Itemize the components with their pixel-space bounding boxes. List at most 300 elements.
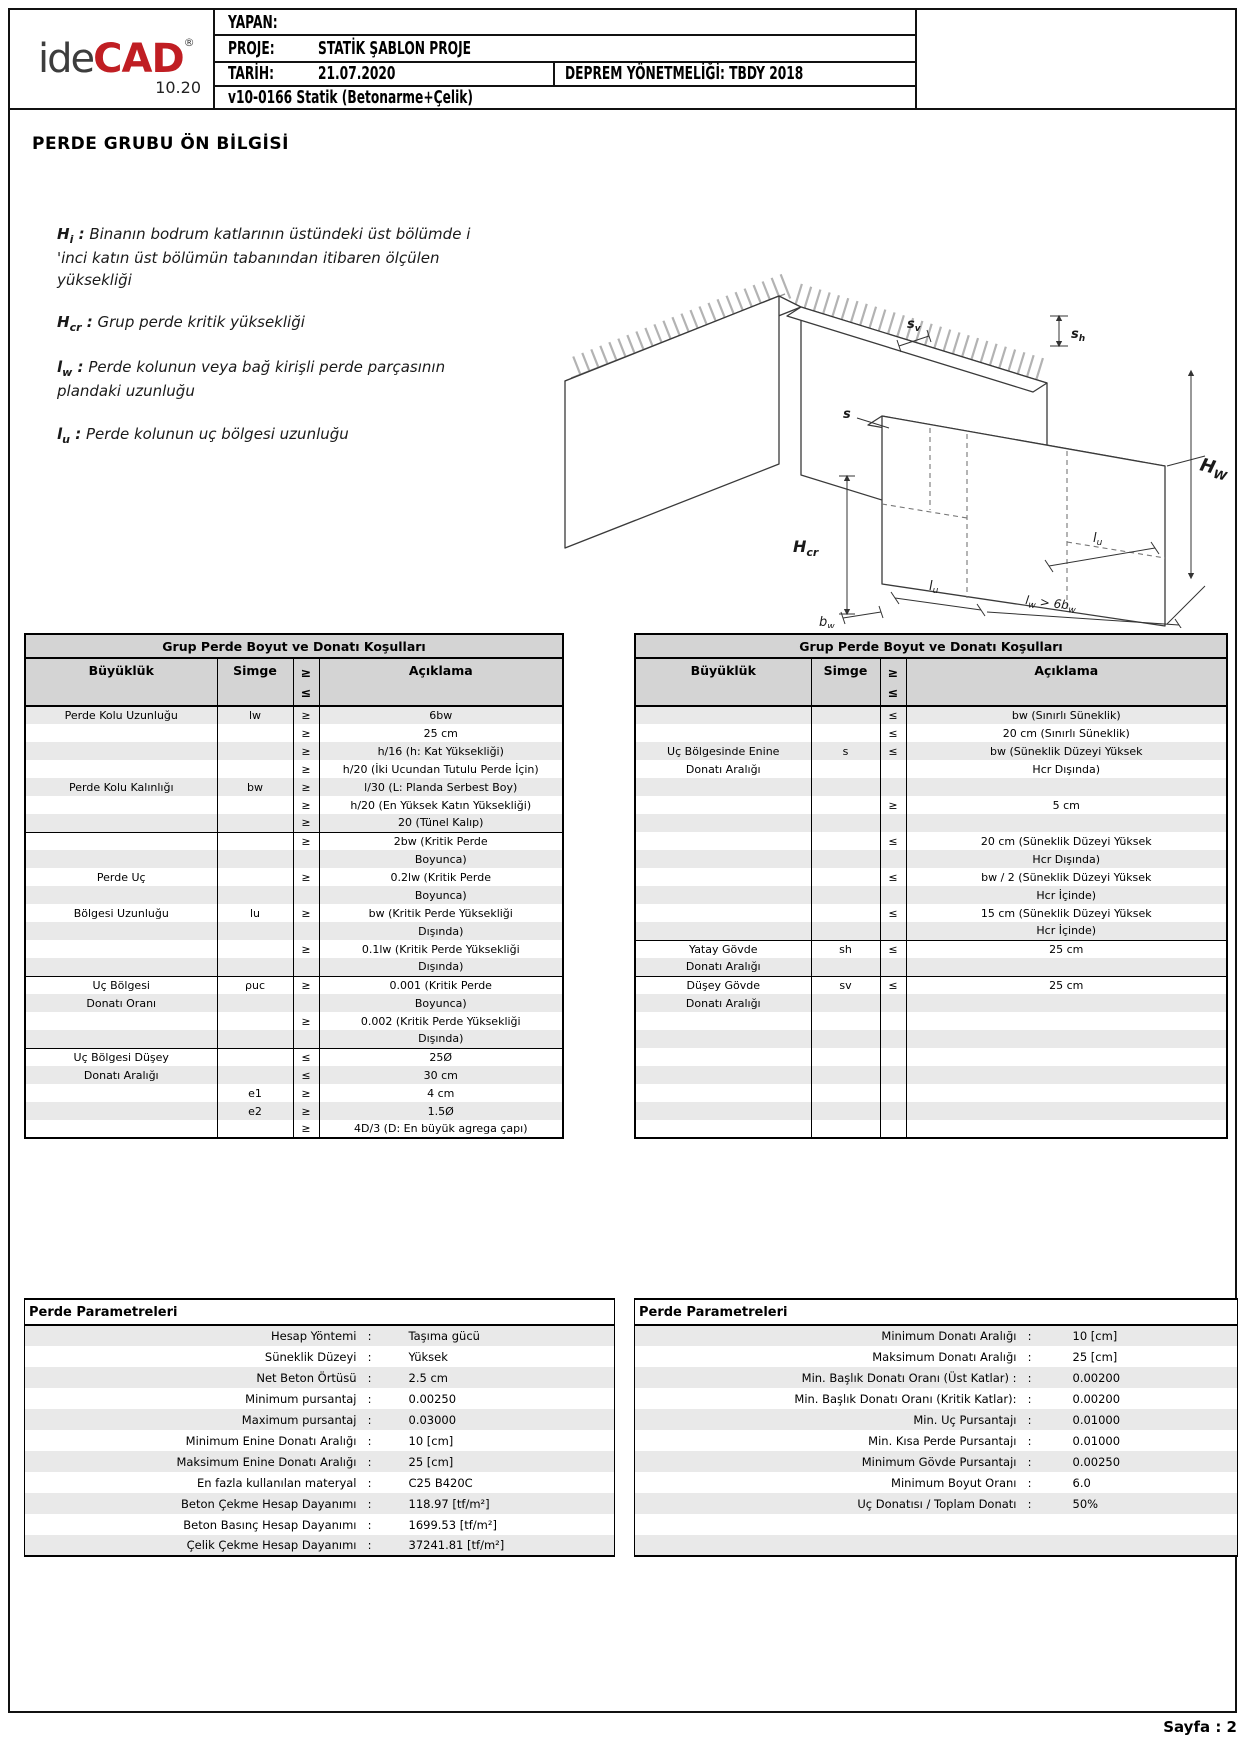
col-simge: Simge: [811, 658, 880, 706]
buyukluk-cell: [25, 742, 217, 760]
table-row: [25, 940, 563, 958]
parameter-colon: :: [367, 1517, 372, 1532]
aciklama-cell: 20 cm (Sınırlı Süneklik): [1002, 726, 1130, 740]
tarih-label: TARİH:: [228, 63, 274, 85]
parameter-colon: :: [1027, 1433, 1032, 1448]
table-row: [25, 1120, 563, 1138]
aciklama-cell: [906, 778, 1227, 796]
buyukluk-cell: Donatı Aralığı: [635, 958, 811, 976]
buyukluk-cell: [635, 922, 811, 940]
col-simge: Simge: [217, 658, 293, 706]
buyukluk-cell: Uç Bölgesi: [25, 976, 217, 994]
sv-label: $s_v$: [907, 317, 921, 334]
simge-cell: [811, 868, 880, 886]
simge-cell: [811, 850, 880, 868]
perde-parametreleri-table-right: [634, 1298, 1238, 1557]
hcr-label: $H_{cr}$: [793, 537, 819, 559]
definition-text: Perde kolunun uç bölgesi uzunluğu: [81, 425, 349, 444]
operator-cell: ≥: [293, 1102, 319, 1120]
buyukluk-cell: [25, 1012, 217, 1030]
parameter-row: [25, 1451, 615, 1472]
wall-solids: [565, 296, 1165, 626]
table-row: [635, 832, 1227, 850]
operator-cell: [880, 886, 906, 904]
aciklama-cell: 2bw (Kritik Perde: [319, 832, 563, 850]
aciklama-cell: 25 cm: [423, 726, 458, 740]
registered-mark-icon: ®: [183, 36, 195, 49]
simge-cell: lu: [217, 904, 293, 922]
simge-cell: sv: [811, 976, 880, 994]
table-row: [25, 1030, 563, 1048]
operator-cell: ≤: [880, 868, 906, 886]
aciklama-cell: [906, 1120, 1227, 1138]
buyukluk-cell: [25, 1030, 217, 1048]
header-row-version: [215, 87, 915, 108]
parameter-row: [635, 1472, 1238, 1493]
table-row: [25, 796, 563, 814]
table-row: [25, 1102, 563, 1120]
logo-cell: [10, 10, 215, 108]
aciklama-cell: 6bw: [429, 709, 453, 722]
buyukluk-cell: [25, 886, 217, 904]
parameter-value: 0.01000: [1072, 1412, 1121, 1427]
parameter-value: Taşıma gücü: [408, 1329, 480, 1343]
aciklama-cell: Dışında): [418, 960, 464, 974]
aciklama-cell: l/30 (L: Planda Serbest Boy): [364, 780, 518, 794]
buyukluk-cell: [25, 832, 217, 850]
aciklama-cell: 15 cm (Süneklik Düzeyi Yüksek: [980, 906, 1152, 920]
parameter-value: Yüksek: [408, 1349, 448, 1364]
parameter-colon: :: [1027, 1475, 1032, 1490]
aciklama-cell: [906, 958, 1227, 976]
buyukluk-cell: Uç Bölgesinde Enine: [635, 742, 811, 760]
aciklama-cell: Hcr Dışında): [1032, 852, 1101, 866]
simge-cell: [217, 1048, 293, 1066]
parameter-label: Minimum Donatı Aralığı: [881, 1329, 1017, 1343]
parameter-colon: :: [367, 1370, 372, 1385]
simge-cell: [217, 1030, 293, 1048]
parameter-label: Beton Çekme Hesap Dayanımı: [180, 1496, 357, 1511]
col-operator: ≥ ≤: [880, 658, 906, 706]
buyukluk-cell: [635, 1030, 811, 1048]
parameter-label: Min. Başlık Donatı Oranı (Üst Katlar) :: [801, 1370, 1017, 1385]
aciklama-cell: 0.1lw (Kritik Perde Yüksekliği: [361, 942, 520, 956]
aciklama-cell: 5 cm: [1052, 798, 1080, 812]
table-row: [635, 994, 1227, 1012]
buyukluk-cell: [25, 814, 217, 832]
parameter-colon: :: [367, 1454, 372, 1469]
col-buyukluk: Büyüklük: [635, 658, 811, 706]
table-row: [635, 886, 1227, 904]
operator-cell: ≥: [293, 940, 319, 958]
buyukluk-cell: Perde Kolu Kalınlığı: [25, 778, 217, 796]
operator-cell: [880, 1066, 906, 1084]
buyukluk-cell: [635, 778, 811, 796]
buyukluk-cell: Perde Kolu Uzunluğu: [25, 706, 217, 724]
logo-cad-text: CAD: [93, 36, 184, 82]
simge-cell: sh: [811, 940, 880, 958]
aciklama-cell: 25Ø: [319, 1048, 563, 1066]
table-row: [635, 1084, 1227, 1102]
aciklama-cell: h/20 (En Yüksek Katın Yüksekliği): [350, 798, 532, 812]
simge-cell: [811, 1012, 880, 1030]
tarih-cell: [215, 63, 553, 85]
table-row: [635, 868, 1227, 886]
operator-cell: ≥: [880, 796, 906, 814]
operator-cell: ≥: [293, 832, 319, 850]
parameter-row: [635, 1430, 1238, 1451]
condition-table-title: Grup Perde Boyut ve Donatı Koşulları: [25, 634, 563, 658]
table-row: [635, 958, 1227, 976]
parameter-colon: :: [367, 1329, 372, 1343]
table-row: [25, 976, 563, 994]
parameter-label: Uç Donatısı / Toplam Donatı: [857, 1496, 1017, 1511]
parameter-label: Minimum Gövde Pursantajı: [861, 1454, 1017, 1469]
buyukluk-cell: [635, 904, 811, 922]
s-label: s: [843, 407, 851, 422]
parameter-label: Min. Başlık Donatı Oranı (Kritik Katlar):: [794, 1391, 1017, 1406]
header-row-tarih: [215, 63, 915, 87]
table-row: [635, 922, 1227, 940]
simge-cell: [217, 940, 293, 958]
operator-cell: [880, 1030, 906, 1048]
simge-cell: [811, 1120, 880, 1138]
parameter-value: 0.00200: [1072, 1391, 1121, 1406]
parameter-label: Hesap Yöntemi: [270, 1329, 357, 1343]
table-row: [635, 706, 1227, 724]
parameter-value: 25 [cm]: [408, 1454, 454, 1469]
parameter-colon: :: [1027, 1370, 1032, 1385]
parameter-colon: :: [367, 1496, 372, 1511]
operator-cell: [880, 778, 906, 796]
simge-cell: [811, 886, 880, 904]
definition-item: [57, 424, 497, 448]
aciklama-cell: Hcr İçinde): [1036, 924, 1097, 938]
parameter-row: [635, 1346, 1238, 1367]
buyukluk-cell: [635, 868, 811, 886]
parameter-row: [25, 1388, 615, 1409]
buyukluk-cell: [25, 1102, 217, 1120]
parameter-value: 10 [cm]: [1072, 1329, 1118, 1343]
simge-cell: [811, 922, 880, 940]
buyukluk-cell: [25, 796, 217, 814]
report-header: [8, 8, 1237, 110]
simge-cell: [217, 814, 293, 832]
parameter-value: 10 [cm]: [408, 1433, 454, 1448]
simge-cell: [217, 1066, 293, 1084]
operator-cell: [880, 1120, 906, 1138]
parameter-value: 118.97 [tf/m²]: [408, 1496, 490, 1511]
simge-cell: [811, 1084, 880, 1102]
simge-cell: e1: [217, 1084, 293, 1102]
aciklama-cell: bw (Süneklik Düzeyi Yüksek: [989, 744, 1143, 758]
aciklama-cell: h/20 (İki Ucundan Tutulu Perde İçin): [342, 762, 539, 776]
deprem-yonetmeligi: DEPREM YÖNETMELİĞİ: TBDY 2018: [564, 63, 803, 85]
simge-cell: [811, 1102, 880, 1120]
definition-item: [57, 224, 497, 291]
table-row: [25, 1012, 563, 1030]
table-row: [635, 1012, 1227, 1030]
sh-label: $s_h$: [1071, 327, 1086, 344]
table-row: [25, 958, 563, 976]
parameter-value: 2.5 cm: [408, 1370, 448, 1385]
table-row: [25, 760, 563, 778]
parameter-row: [25, 1493, 615, 1514]
parameter-label: Maximum pursantaj: [241, 1412, 357, 1427]
buyukluk-cell: Donatı Aralığı: [635, 994, 811, 1012]
parameter-colon: :: [367, 1349, 372, 1364]
col-aciklama: Açıklama: [906, 658, 1227, 706]
parameter-colon: :: [367, 1391, 372, 1406]
simge-cell: [217, 796, 293, 814]
parameter-row: [25, 1409, 615, 1430]
buyukluk-cell: [25, 1120, 217, 1138]
aciklama-cell: 25 cm: [906, 976, 1227, 994]
parameter-row: [25, 1325, 615, 1346]
bw-label: $b_w$: [819, 615, 835, 628]
shear-wall-isometric-figure: [547, 166, 1247, 628]
buyukluk-cell: [25, 724, 217, 742]
simge-cell: [217, 958, 293, 976]
lu-right-label: $l_u$: [1093, 531, 1103, 548]
col-aciklama: Açıklama: [319, 658, 563, 706]
simge-cell: bw: [217, 778, 293, 796]
aciklama-cell: Boyunca): [414, 888, 467, 902]
definition-text: Grup perde kritik yüksekliği: [92, 313, 305, 332]
simge-cell: [811, 1048, 880, 1066]
buyukluk-cell: [635, 850, 811, 868]
operator-cell: ≥: [293, 778, 319, 796]
header-row-yapan: [215, 10, 915, 36]
aciklama-cell: 30 cm: [423, 1068, 458, 1082]
table-row: [635, 904, 1227, 922]
table-row: [635, 1048, 1227, 1066]
table-row: [25, 922, 563, 940]
operator-cell: ≥: [293, 742, 319, 760]
simge-cell: [811, 778, 880, 796]
parameter-colon: :: [1027, 1454, 1032, 1469]
parameter-value: 1699.53 [tf/m²]: [408, 1517, 497, 1532]
proje-label: PROJE:: [228, 37, 275, 59]
aciklama-cell: Hcr İçinde): [1036, 888, 1097, 902]
condition-table-title: Grup Perde Boyut ve Donatı Koşulları: [635, 634, 1227, 658]
buyukluk-cell: [25, 940, 217, 958]
simge-cell: [217, 886, 293, 904]
table-row: [25, 814, 563, 832]
definition-text: Binanın bodrum katlarının üstündeki üst bölümde i 'inci katın üst bölümün tabanından itibaren ölçülen yüksekliği: [57, 225, 471, 289]
table-row: [635, 940, 1227, 958]
buyukluk-cell: [25, 760, 217, 778]
operator-cell: ≤: [880, 976, 906, 994]
aciklama-cell: 25 cm: [906, 940, 1227, 958]
operator-cell: ≥: [293, 1120, 319, 1138]
parameter-row: [25, 1346, 615, 1367]
table-row: [635, 814, 1227, 832]
buyukluk-cell: [635, 1048, 811, 1066]
table-row: [25, 994, 563, 1012]
parameter-colon: :: [1027, 1329, 1032, 1343]
simge-cell: e2: [217, 1102, 293, 1120]
parameter-label: Minimum Boyut Oranı: [891, 1475, 1017, 1490]
aciklama-cell: 20 cm (Süneklik Düzeyi Yüksek: [980, 834, 1152, 848]
operator-cell: ≥: [293, 796, 319, 814]
aciklama-cell: 1.5Ø: [427, 1104, 454, 1118]
lu-left-label: $l_u$: [929, 579, 939, 596]
parameter-label: Beton Basınç Hesap Dayanımı: [183, 1517, 357, 1532]
simge-cell: [811, 904, 880, 922]
tarih-value: 21.07.2020: [318, 63, 396, 85]
parameter-colon: :: [1027, 1349, 1032, 1364]
operator-cell: ≤: [880, 706, 906, 724]
page-body: [8, 110, 1237, 1713]
parameter-row: [25, 1367, 615, 1388]
operator-cell: [880, 958, 906, 976]
buyukluk-cell: [635, 832, 811, 850]
aciklama-cell: [906, 1012, 1227, 1030]
parameter-colon: [1017, 1535, 1043, 1556]
operator-cell: ≥: [293, 976, 319, 994]
page-title: PERDE GRUBU ÖN BİLGİSİ: [32, 134, 289, 154]
simge-cell: [811, 958, 880, 976]
table-row: [635, 742, 1227, 760]
parameter-row: [635, 1493, 1238, 1514]
operator-cell: ≤: [880, 832, 906, 850]
parameter-label: Maksimum Enine Donatı Aralığı: [176, 1454, 357, 1469]
parameter-row: [635, 1514, 1238, 1535]
operator-cell: ≤: [880, 904, 906, 922]
aciklama-cell: 0.002 (Kritik Perde Yüksekliği: [360, 1014, 521, 1028]
aciklama-cell: Hcr Dışında): [1032, 762, 1101, 776]
aciklama-cell: Dışında): [418, 924, 464, 938]
header-fields: [215, 10, 915, 108]
parameter-value: [1043, 1535, 1238, 1556]
table-row: [635, 1030, 1227, 1048]
simge-cell: [217, 832, 293, 850]
table-row: [25, 706, 563, 724]
operator-cell: ≥: [293, 760, 319, 778]
operator-cell: ≥: [293, 868, 319, 886]
buyukluk-cell: [25, 1084, 217, 1102]
operator-cell: [880, 1012, 906, 1030]
parameter-value: 25 [cm]: [1072, 1349, 1118, 1364]
hw-label: $H_W$: [1197, 454, 1229, 484]
operator-cell: ≤: [293, 1048, 319, 1066]
parameter-colon: :: [1027, 1412, 1032, 1427]
aciklama-cell: bw / 2 (Süneklik Düzeyi Yüksek: [981, 870, 1152, 884]
lw-6bw-label: $l_w > 6b_w$: [1024, 593, 1077, 617]
simge-cell: [217, 994, 293, 1012]
simge-cell: [811, 796, 880, 814]
table-row: [635, 724, 1227, 742]
buyukluk-cell: [25, 958, 217, 976]
operator-cell: [293, 994, 319, 1012]
operator-cell: ≥: [293, 1012, 319, 1030]
operator-cell: ≥: [293, 1084, 319, 1102]
table-row: [25, 886, 563, 904]
buyukluk-cell: [635, 706, 811, 724]
simge-cell: [811, 1030, 880, 1048]
parameter-label: Minimum Enine Donatı Aralığı: [185, 1433, 357, 1448]
software-version-line: v10-0166 Statik (Betonarme+Çelik): [228, 87, 474, 108]
parameter-row: [635, 1535, 1238, 1556]
buyukluk-cell: Donatı Oranı: [25, 994, 217, 1012]
table-row: [25, 724, 563, 742]
buyukluk-cell: [25, 922, 217, 940]
simge-cell: [217, 742, 293, 760]
table-row: [25, 778, 563, 796]
simge-cell: [811, 706, 880, 724]
table-row: [635, 1120, 1227, 1138]
parameter-value: 37241.81 [tf/m²]: [408, 1538, 505, 1552]
operator-cell: [880, 760, 906, 778]
condition-table-left: [24, 633, 564, 1139]
parameter-value: 0.00250: [408, 1391, 457, 1406]
buyukluk-cell: [635, 1084, 811, 1102]
col-operator: ≥ ≤: [293, 658, 319, 706]
definition-text: Perde kolunun veya bağ kirişli perde parçasının plandaki uzunluğu: [57, 358, 446, 401]
aciklama-cell: [906, 1066, 1227, 1084]
operator-cell: ≤: [293, 1066, 319, 1084]
table-row: [25, 1048, 563, 1066]
aciklama-cell: [906, 1030, 1227, 1048]
simge-cell: s: [811, 742, 880, 760]
parameter-label: Net Beton Örtüsü: [256, 1370, 357, 1385]
operator-cell: [293, 958, 319, 976]
simge-cell: [217, 850, 293, 868]
table-row: [25, 1066, 563, 1084]
operator-cell: [880, 1084, 906, 1102]
operator-cell: ≤: [880, 742, 906, 760]
parameter-label: [635, 1535, 1017, 1556]
deprem-cell: [553, 63, 915, 85]
parameter-colon: :: [367, 1538, 372, 1552]
simge-cell: [811, 814, 880, 832]
operator-cell: [293, 850, 319, 868]
parameter-colon: [1017, 1514, 1043, 1535]
operator-cell: [293, 1030, 319, 1048]
table-row: [635, 850, 1227, 868]
operator-cell: ≥: [293, 904, 319, 922]
yapan-label: YAPAN:: [228, 11, 278, 33]
operator-cell: [293, 886, 319, 904]
parameter-label: [635, 1514, 1017, 1535]
simge-cell: [811, 994, 880, 1012]
table-row: [25, 850, 563, 868]
aciklama-cell: 20 (Tünel Kalıp): [398, 816, 484, 830]
buyukluk-cell: [635, 1066, 811, 1084]
table-row: [25, 1084, 563, 1102]
buyukluk-cell: [635, 814, 811, 832]
operator-cell: [880, 994, 906, 1012]
aciklama-cell: 4 cm: [427, 1086, 455, 1100]
idecad-logo: [38, 36, 195, 82]
buyukluk-cell: Uç Bölgesi Düşey: [25, 1048, 217, 1066]
perde-parametreleri-table-left: [24, 1298, 615, 1557]
aciklama-cell: [906, 994, 1227, 1012]
table-row: [635, 760, 1227, 778]
aciklama-cell: [906, 1102, 1227, 1120]
page-number: Sayfa : 2: [1163, 1718, 1237, 1736]
aciklama-cell: Boyunca): [414, 996, 467, 1010]
buyukluk-cell: Donatı Aralığı: [635, 760, 811, 778]
operator-cell: ≥: [293, 724, 319, 742]
param-table-title: Perde Parametreleri: [25, 1299, 615, 1325]
aciklama-cell: Boyunca): [414, 852, 467, 866]
parameter-row: [25, 1514, 615, 1535]
definition-item: [57, 312, 497, 336]
table-row: [25, 832, 563, 850]
operator-cell: [293, 922, 319, 940]
